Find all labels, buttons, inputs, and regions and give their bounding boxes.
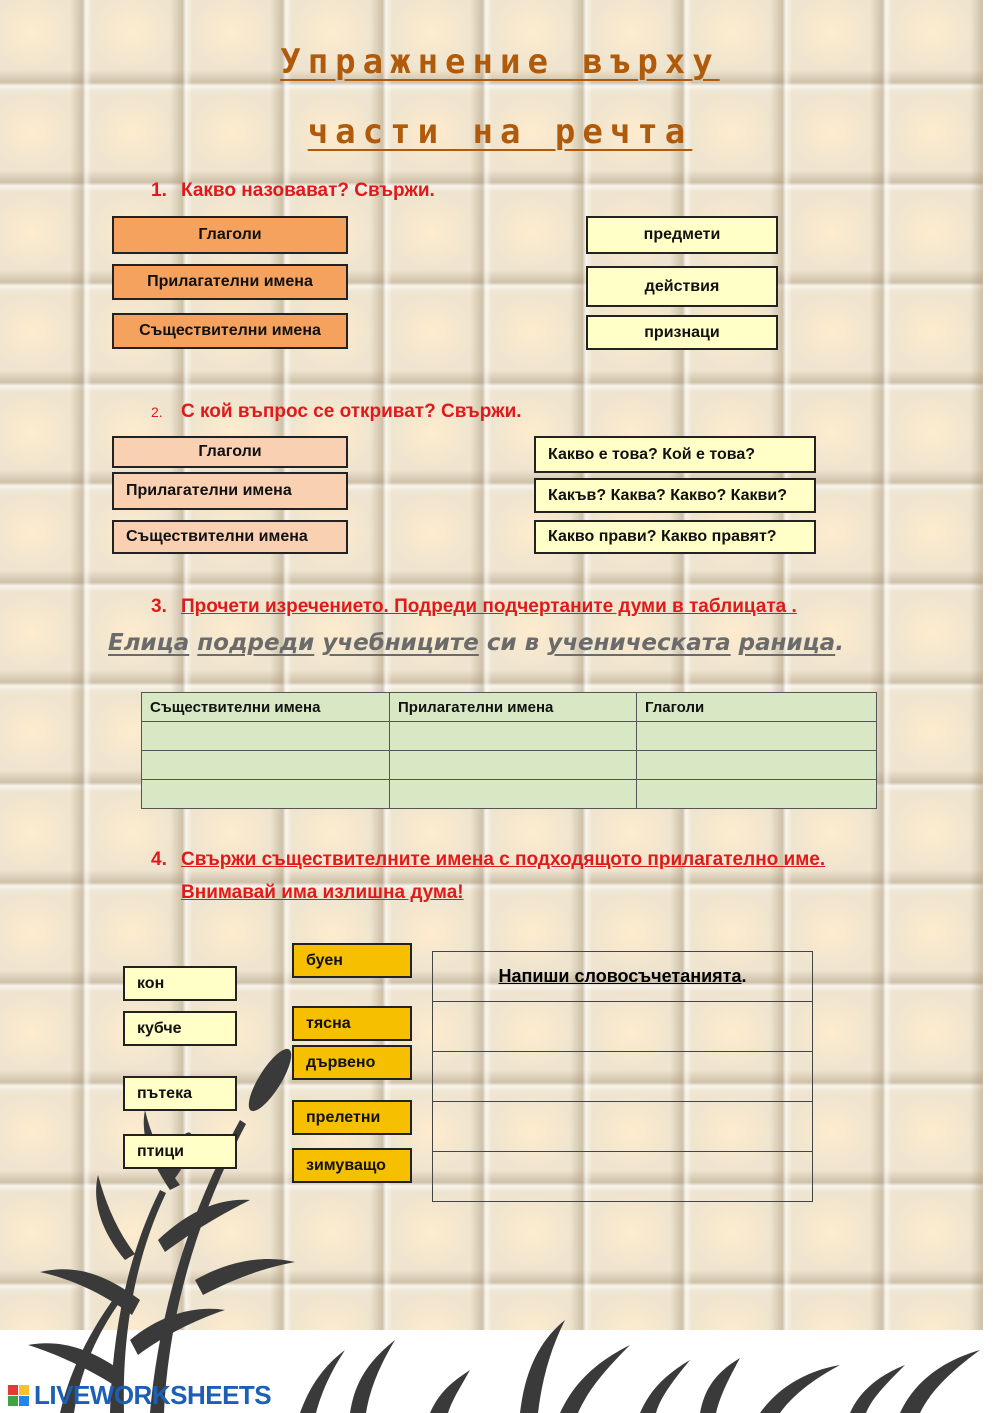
table-row — [433, 1052, 813, 1102]
task1-left-nouns[interactable]: Съществителни имена — [112, 313, 348, 349]
task2-right-what-kind[interactable]: Какъв? Каква? Какво? Какви? — [534, 478, 816, 513]
table-row — [433, 1152, 813, 1202]
task1-left-adjectives[interactable]: Прилагателни имена — [112, 264, 348, 300]
task3-sentence — [108, 630, 844, 656]
table-row — [433, 1102, 813, 1152]
task2-left-adjectives[interactable]: Прилагателни имена — [112, 472, 348, 510]
table-cell-input[interactable] — [390, 780, 637, 809]
table-cell-input[interactable] — [390, 751, 637, 780]
table-row — [142, 780, 877, 809]
adjective-box-zimuvashto[interactable]: зимуващо — [292, 1148, 412, 1183]
noun-box-puteka[interactable]: пътека — [123, 1076, 237, 1111]
sentence-word-elitsa: Елица — [108, 630, 190, 656]
task1-text: Какво назовават? Свържи. — [181, 180, 435, 201]
table-header-nouns: Съществителни имена — [142, 693, 390, 722]
task1-number: 1. — [151, 180, 167, 201]
combinations-heading-text: Напиши словосъчетанията — [498, 966, 742, 986]
task2-text: С кой въпрос се откриват? Свържи. — [181, 401, 522, 422]
task4-instruction-line2: Внимавай има излишна дума! — [181, 882, 464, 903]
task1-right-attributes[interactable]: признаци — [586, 315, 778, 350]
task2-left-verbs[interactable]: Глаголи — [112, 436, 348, 468]
table-row — [142, 722, 877, 751]
table-cell-input[interactable] — [390, 722, 637, 751]
combinations-header-row — [433, 952, 813, 1002]
combination-answer-field[interactable] — [433, 1052, 813, 1102]
table-cell-input[interactable] — [637, 722, 877, 751]
combination-answer-field[interactable] — [433, 1002, 813, 1052]
noun-box-ptitsi[interactable]: птици — [123, 1134, 237, 1169]
combination-answer-field[interactable] — [433, 1102, 813, 1152]
task2-right-what-who[interactable]: Какво е това? Кой е това? — [534, 436, 816, 473]
word-combinations-table — [432, 951, 813, 1202]
liveworksheets-logo-text: LIVEWORKSHEETS — [34, 1380, 272, 1410]
adjective-box-buen[interactable]: буен — [292, 943, 412, 978]
task1-right-actions[interactable]: действия — [586, 266, 778, 307]
task4-instruction-line1 — [151, 849, 825, 871]
table-header-row — [142, 693, 877, 722]
table-cell-input[interactable] — [637, 751, 877, 780]
task3-text: Прочети изречението. Подреди подчертаните думи в таблицата . — [181, 596, 797, 617]
table-header-adjectives: Прилагателни имена — [390, 693, 637, 722]
liveworksheets-logo-icon — [8, 1385, 30, 1407]
task3-word-table — [141, 692, 877, 809]
task4-text-line1: Свържи съществителните имена с подходящото прилагателно име. — [181, 849, 826, 870]
combinations-heading — [433, 952, 813, 1002]
page-title-line2: части на речта — [307, 112, 693, 152]
task2-instruction — [151, 401, 522, 423]
sentence-word-si-v: си в — [486, 630, 540, 656]
task2-number: 2. — [151, 404, 163, 420]
task1-instruction — [151, 180, 435, 202]
table-cell-input[interactable] — [142, 722, 390, 751]
task4-number: 4. — [151, 849, 167, 870]
table-header-verbs: Глаголи — [637, 693, 877, 722]
table-cell-input[interactable] — [637, 780, 877, 809]
adjective-box-tyasna[interactable]: тясна — [292, 1006, 412, 1041]
sentence-end: . — [835, 630, 844, 656]
sentence-word-uchebnitsite: учебниците — [322, 630, 479, 656]
adjective-box-darveno[interactable]: дървено — [292, 1045, 412, 1080]
liveworksheets-logo — [8, 1380, 271, 1411]
table-row — [142, 751, 877, 780]
combinations-heading-end: . — [741, 966, 747, 986]
sentence-word-uchenicheskata: ученическата — [547, 630, 731, 656]
task3-number: 3. — [151, 596, 167, 617]
table-row — [433, 1002, 813, 1052]
table-cell-input[interactable] — [142, 751, 390, 780]
noun-box-kubche[interactable]: кубче — [123, 1011, 237, 1046]
adjective-box-preletni[interactable]: прелетни — [292, 1100, 412, 1135]
task3-instruction — [151, 596, 797, 618]
sentence-word-podredi: подреди — [197, 630, 315, 656]
table-cell-input[interactable] — [142, 780, 390, 809]
task1-left-verbs[interactable]: Глаголи — [112, 216, 348, 254]
task2-right-what-do[interactable]: Какво прави? Какво правят? — [534, 520, 816, 554]
page-title-line1: Упражнение върху — [280, 42, 720, 82]
task2-left-nouns[interactable]: Съществителни имена — [112, 520, 348, 554]
task1-right-objects[interactable]: предмети — [586, 216, 778, 254]
sentence-word-ranitsa: раница — [738, 630, 836, 656]
noun-box-kon[interactable]: кон — [123, 966, 237, 1001]
combination-answer-field[interactable] — [433, 1152, 813, 1202]
